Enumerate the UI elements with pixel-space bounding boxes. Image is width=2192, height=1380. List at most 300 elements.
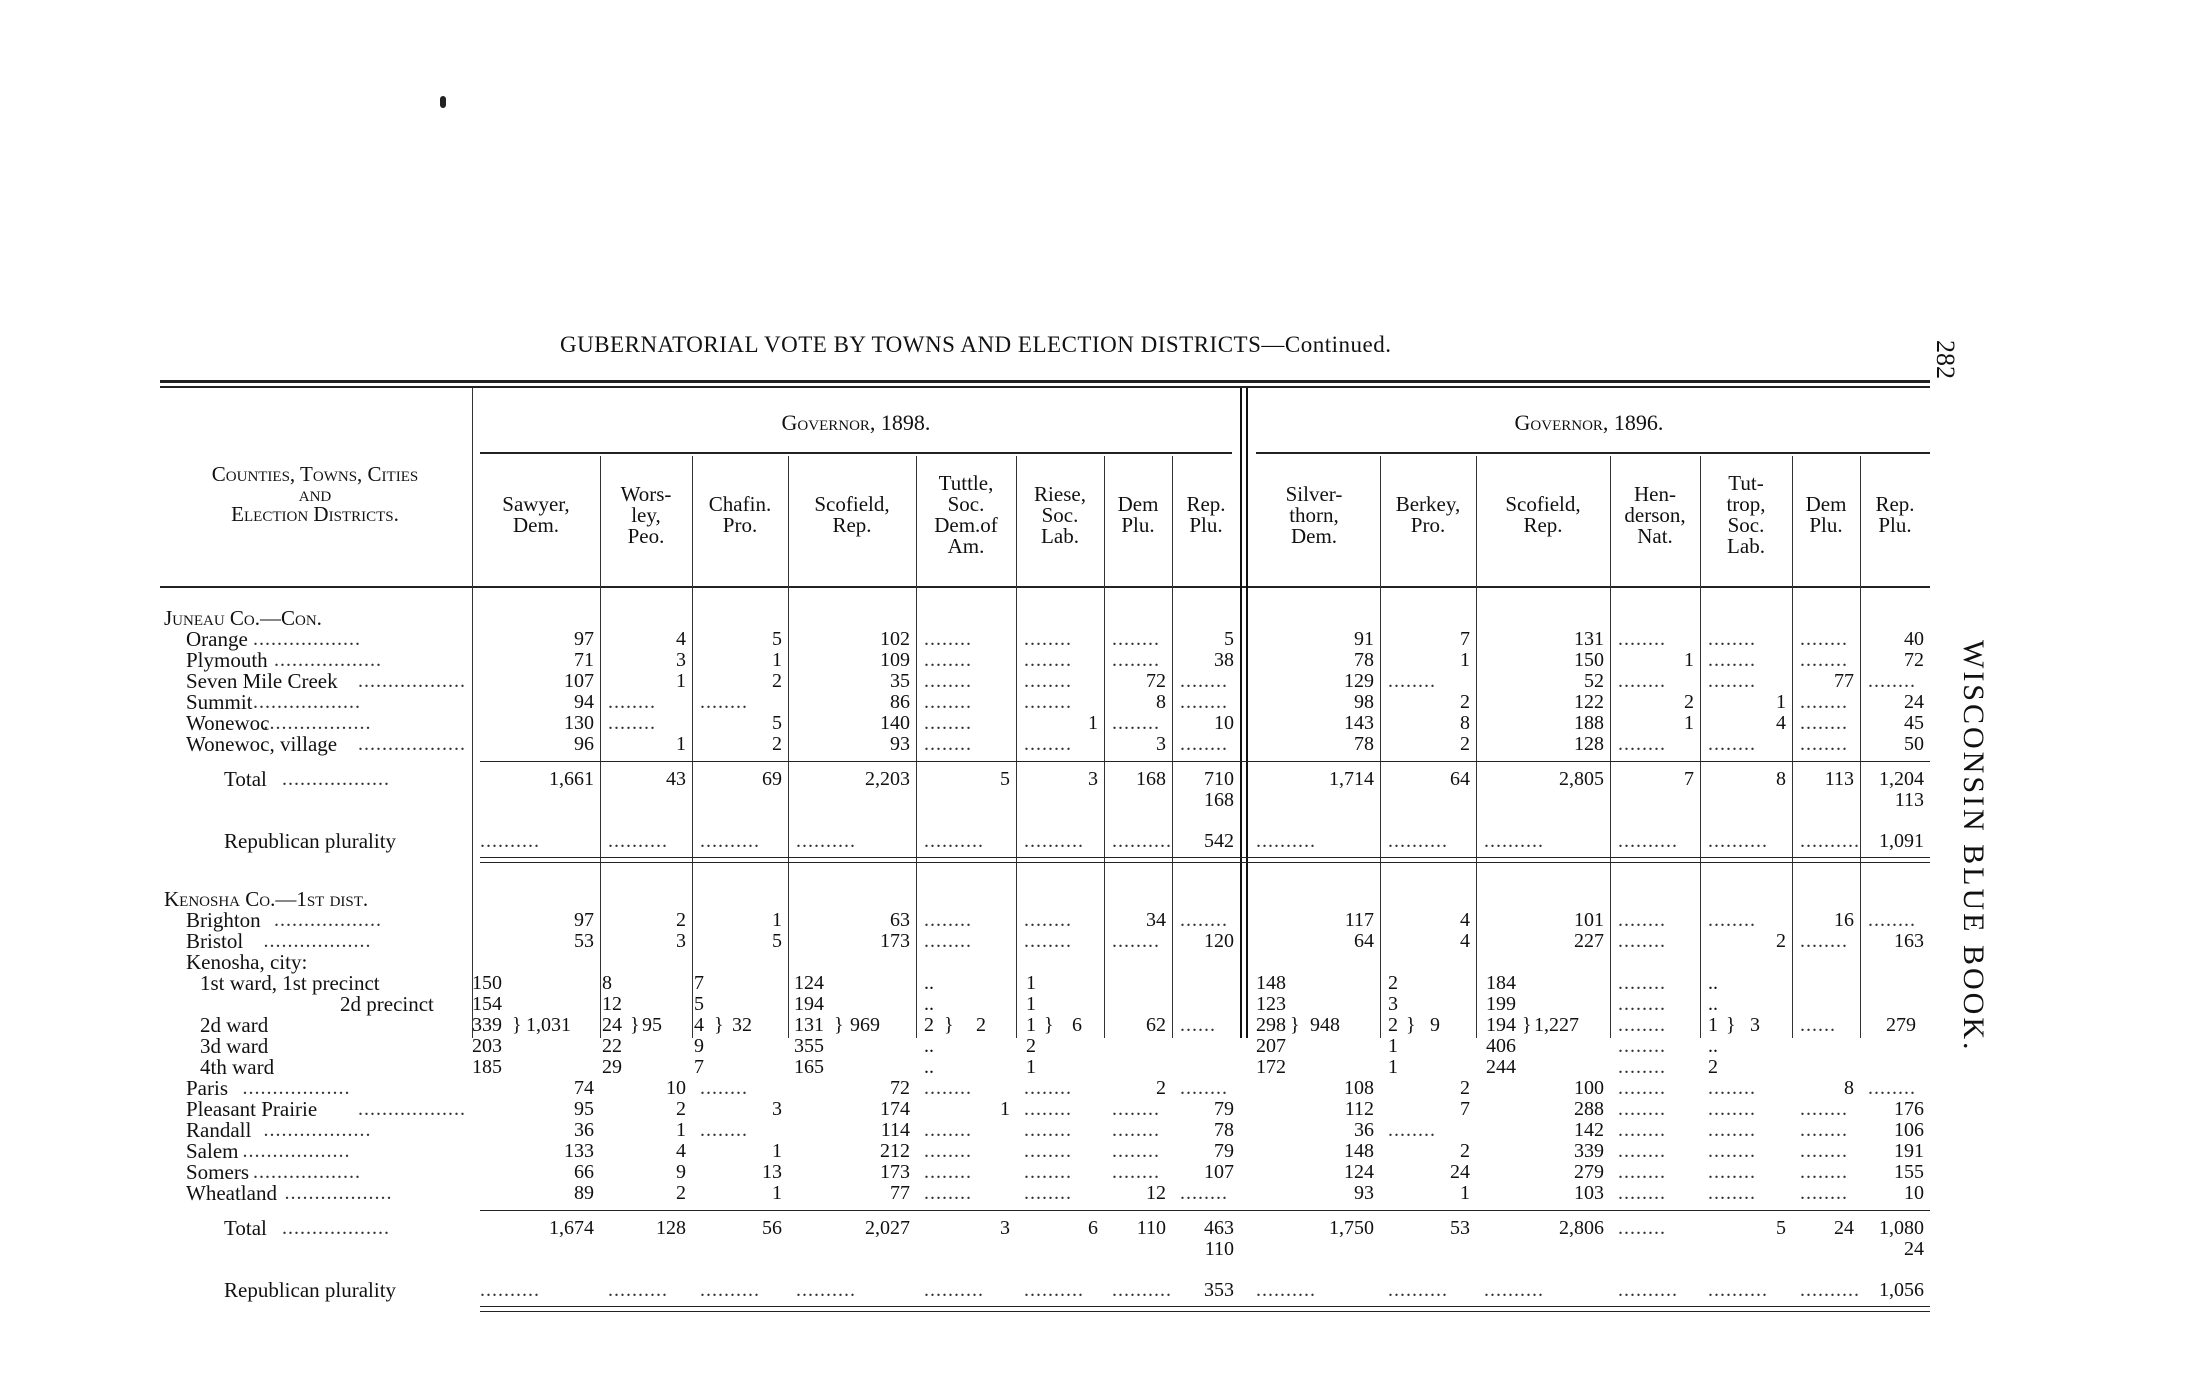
column-header: Plu. <box>1189 513 1223 537</box>
total-cell: 1,674 <box>549 1217 594 1239</box>
row-label: Kenosha, city: <box>186 950 308 974</box>
empty-cell-leaders: ........ <box>924 691 972 713</box>
empty-cell-leaders: ........ <box>1024 909 1072 931</box>
plurality-cell: 353 <box>1204 1279 1234 1301</box>
brace: } <box>1726 1014 1736 1036</box>
total-cell: 56 <box>762 1217 782 1239</box>
empty-cell-leaders: ........ <box>1388 670 1436 692</box>
total-subtract: 24 <box>1904 1238 1924 1260</box>
empty-cell-leaders: ........ <box>608 712 656 734</box>
data-cell: 2 <box>676 909 686 931</box>
total-rule <box>480 761 1930 762</box>
data-cell: 72 <box>1146 670 1166 692</box>
empty-cell-leaders: ........ <box>1618 733 1666 755</box>
data-cell: 52 <box>1584 670 1604 692</box>
data-cell: 2 <box>1460 691 1470 713</box>
city-cell: 7 <box>694 972 704 994</box>
city-cell: 8 <box>602 972 612 994</box>
ink-speck <box>440 96 446 108</box>
row-label: Summit <box>186 690 253 714</box>
column-header: Soc. <box>1727 513 1765 537</box>
empty-cell-leaders: ........ <box>1024 628 1072 650</box>
data-cell: 2 <box>1776 930 1786 952</box>
empty-cell-leaders: ........ <box>1618 972 1666 994</box>
double-rule-b <box>480 1311 1930 1312</box>
column-header: Dem. <box>512 513 560 537</box>
data-cell: 1 <box>1000 1098 1010 1120</box>
total-cell: 2,027 <box>865 1217 910 1239</box>
empty-cell-leaders: ........ <box>1708 670 1756 692</box>
column-divider <box>1016 456 1017 1038</box>
row-label: Seven Mile Creek <box>186 669 338 693</box>
label-leaders: .................. <box>242 1077 351 1099</box>
city-cell: 24 <box>602 1014 622 1036</box>
column-header: Soc. <box>1041 502 1079 527</box>
column-header: Hen- <box>1634 481 1676 506</box>
label-leaders: .................. <box>274 909 382 931</box>
empty-cell-leaders: ........ <box>1024 930 1072 952</box>
data-cell: 40 <box>1904 628 1924 650</box>
data-cell: 78 <box>1214 1119 1234 1141</box>
city-cell: 124 <box>794 972 824 994</box>
empty-cell-leaders: .......... <box>1800 1279 1860 1301</box>
brace: } <box>512 1014 522 1036</box>
data-cell: 227 <box>1574 930 1604 952</box>
data-cell: 91 <box>1354 628 1374 650</box>
data-cell: 4 <box>1460 930 1470 952</box>
total-cell: 24 <box>1834 1217 1854 1239</box>
data-cell: 5 <box>772 628 782 650</box>
data-cell: 34 <box>1146 909 1166 931</box>
page-number: 282 <box>1931 340 1960 379</box>
column-header: Berkey, <box>1395 492 1461 516</box>
row-label: Wheatland <box>186 1181 277 1205</box>
data-cell: 140 <box>880 712 910 734</box>
data-cell: 50 <box>1904 733 1924 755</box>
city-cell: 165 <box>794 1056 824 1078</box>
empty-cell-leaders: .......... <box>1618 1279 1678 1301</box>
data-cell: 96 <box>574 733 594 755</box>
label-leaders: .................. <box>253 1161 361 1183</box>
empty-cell-leaders: ........ <box>924 1119 972 1141</box>
data-cell: 1 <box>1776 691 1786 713</box>
empty-cell-leaders: ........ <box>1618 1217 1666 1239</box>
total-rule <box>480 1210 1930 1211</box>
empty-cell-leaders: .......... <box>1256 1279 1316 1301</box>
data-cell: 103 <box>1574 1182 1604 1204</box>
total-subtract: 110 <box>1204 1238 1234 1260</box>
data-cell: 142 <box>1574 1119 1604 1141</box>
empty-cell-leaders: ........ <box>924 1161 972 1183</box>
empty-cell-leaders: .......... <box>1024 1279 1084 1301</box>
top-rule-2 <box>160 386 1930 388</box>
total-cell: 113 <box>1824 768 1854 790</box>
column-header: Plu. <box>1121 513 1155 537</box>
data-cell: 77 <box>890 1182 910 1204</box>
city-cell: 207 <box>1256 1035 1286 1057</box>
label-leaders: .................. <box>358 670 466 692</box>
data-cell: 176 <box>1894 1098 1924 1120</box>
empty-cell-leaders: ........ <box>1708 733 1756 755</box>
data-cell: 3 <box>676 930 686 952</box>
empty-cell-leaders: ........ <box>1868 909 1916 931</box>
city-cell: 3 <box>1388 993 1398 1015</box>
data-cell: 191 <box>1894 1140 1924 1162</box>
group-rule-1898 <box>480 452 1232 454</box>
empty-cell-leaders: ........ <box>1618 670 1666 692</box>
empty-cell-leaders: .......... <box>796 830 856 852</box>
column-header: Rep. <box>1523 513 1563 537</box>
plurality-cell: 1,056 <box>1879 1279 1924 1301</box>
city-cell: 150 <box>472 972 502 994</box>
city-cell: .. <box>1708 993 1718 1015</box>
empty-cell-leaders: ........ <box>1708 909 1756 931</box>
empty-cell-leaders: .......... <box>1800 830 1860 852</box>
data-cell: 1 <box>772 1140 782 1162</box>
data-cell: 120 <box>1204 930 1234 952</box>
column-header: Dem.of <box>934 513 998 537</box>
total-cell: 463 <box>1204 1217 1234 1239</box>
empty-cell-leaders: ........ <box>924 930 972 952</box>
city-cell: 194 <box>1486 1014 1516 1036</box>
empty-cell-leaders: .......... <box>1388 1279 1448 1301</box>
empty-cell-leaders: .......... <box>1112 1279 1172 1301</box>
empty-cell-leaders: ........ <box>1800 1161 1848 1183</box>
label-leaders: .................. <box>282 768 390 790</box>
data-cell: 72 <box>1904 649 1924 671</box>
empty-cell-leaders: ........ <box>1618 1077 1666 1099</box>
data-cell: 12 <box>1146 1182 1166 1204</box>
city-cell: 184 <box>1486 972 1516 994</box>
empty-cell-leaders: ........ <box>1024 1140 1072 1162</box>
data-cell: 339 <box>1574 1140 1604 1162</box>
data-cell: 36 <box>574 1119 594 1141</box>
data-cell: 3 <box>772 1098 782 1120</box>
total-subtract: 168 <box>1204 789 1234 811</box>
label-leaders: .................. <box>358 733 466 755</box>
empty-cell-leaders: ........ <box>1708 1098 1756 1120</box>
total-cell: 2,203 <box>865 768 910 790</box>
data-cell: 114 <box>880 1119 910 1141</box>
total-cell: 710 <box>1204 768 1234 790</box>
column-header: Chafin. <box>708 492 772 516</box>
data-cell: 163 <box>1894 930 1924 952</box>
brace: } <box>1522 1014 1532 1036</box>
data-cell: 1 <box>1684 649 1694 671</box>
row-label: Orange <box>186 627 248 651</box>
empty-cell-leaders: ........ <box>1024 1161 1072 1183</box>
data-cell: 101 <box>1574 909 1604 931</box>
city-cell: 244 <box>1486 1056 1516 1078</box>
data-cell: 133 <box>564 1140 594 1162</box>
data-cell: 1 <box>676 670 686 692</box>
data-cell: 71 <box>574 649 594 671</box>
stub-header-line: Counties, Towns, Cities <box>211 462 419 486</box>
data-cell: 2 <box>772 670 782 692</box>
empty-cell-leaders: .......... <box>608 1279 668 1301</box>
empty-cell-leaders: ........ <box>1618 1035 1666 1057</box>
city-cell: 406 <box>1486 1035 1516 1057</box>
data-cell: 95 <box>574 1098 594 1120</box>
row-label: Juneau Co.—Con. <box>164 606 322 630</box>
label-leaders: .................. <box>263 930 372 952</box>
empty-cell-leaders: ........ <box>1800 930 1848 952</box>
data-cell: 1 <box>1460 1182 1470 1204</box>
row-label: Republican plurality <box>224 1278 397 1302</box>
city-cell: .. <box>924 1035 934 1057</box>
empty-cell-leaders: ........ <box>1618 1098 1666 1120</box>
empty-cell-leaders: ........ <box>1800 1140 1848 1162</box>
empty-cell-leaders: ........ <box>1800 1182 1848 1204</box>
empty-cell-leaders: ........ <box>1112 930 1160 952</box>
column-header: Lab. <box>1041 523 1079 548</box>
empty-cell-leaders: ........ <box>1618 1119 1666 1141</box>
empty-cell-leaders: ........ <box>1618 1014 1666 1036</box>
column-header: Tuttle, <box>938 471 994 495</box>
city-cell: 1 <box>1026 1014 1036 1036</box>
empty-cell-leaders: ........ <box>1800 733 1848 755</box>
brace: } <box>834 1014 844 1036</box>
empty-cell-leaders: ........ <box>700 691 748 713</box>
brace: } <box>714 1014 724 1036</box>
empty-cell-leaders: ........ <box>1708 1161 1756 1183</box>
data-cell: 4 <box>1460 909 1470 931</box>
data-cell: 8 <box>1156 691 1166 713</box>
data-cell: 3 <box>676 649 686 671</box>
data-cell: 2 <box>676 1098 686 1120</box>
column-header: Pro. <box>1410 513 1446 537</box>
column-divider <box>1610 456 1611 1038</box>
data-cell: 5 <box>772 930 782 952</box>
city-cell: .. <box>1708 1035 1718 1057</box>
empty-cell-leaders: ........ <box>924 712 972 734</box>
total-subtract: 113 <box>1894 789 1924 811</box>
city-cell: 7 <box>694 1056 704 1078</box>
empty-cell-leaders: .......... <box>1484 1279 1544 1301</box>
column-header: derson, <box>1624 502 1686 527</box>
empty-cell-leaders: ........ <box>608 691 656 713</box>
data-cell: 129 <box>1344 670 1374 692</box>
empty-cell-leaders: .......... <box>480 1279 540 1301</box>
column-header: Pro. <box>722 513 758 537</box>
data-cell: 1 <box>676 733 686 755</box>
data-cell: 74 <box>574 1077 594 1099</box>
column-header: Scofield, <box>1505 492 1581 516</box>
label-leaders: .................. <box>284 1182 393 1204</box>
city-cell: 1 <box>1388 1035 1398 1057</box>
city-cell: 194 <box>794 993 824 1015</box>
empty-cell-leaders: ........ <box>1618 1161 1666 1183</box>
empty-cell-leaders: ........ <box>1112 1098 1160 1120</box>
brace: } <box>1406 1014 1416 1036</box>
city-total: 948 <box>1310 1014 1340 1036</box>
empty-cell-leaders: ........ <box>924 649 972 671</box>
column-header: Dem. <box>1290 523 1338 548</box>
empty-cell-leaders: ........ <box>1112 1119 1160 1141</box>
empty-cell-leaders: ........ <box>1708 1182 1756 1204</box>
empty-cell-leaders: ........ <box>1618 1182 1666 1204</box>
city-cell: 1 <box>1026 972 1036 994</box>
label-leaders: .................. <box>263 1119 372 1141</box>
data-cell: 94 <box>574 691 594 713</box>
data-cell: 89 <box>574 1182 594 1204</box>
city-cell: 131 <box>794 1014 824 1036</box>
total-cell: 3 <box>1088 768 1098 790</box>
row-label: Randall <box>186 1118 252 1142</box>
city-cell: 2 <box>1026 1035 1036 1057</box>
empty-cell-leaders: .......... <box>1618 830 1678 852</box>
empty-cell-leaders: ........ <box>1800 691 1848 713</box>
empty-cell-leaders: ........ <box>1708 1140 1756 1162</box>
empty-cell-leaders: ........ <box>1708 1119 1756 1141</box>
label-leaders: .................. <box>253 691 361 713</box>
data-cell: 86 <box>890 691 910 713</box>
data-cell: 102 <box>880 628 910 650</box>
row-label: Total <box>224 767 267 791</box>
column-header: Plu. <box>1878 513 1912 537</box>
city-cell: .. <box>924 972 934 994</box>
total-cell: 64 <box>1450 768 1470 790</box>
column-header: trop, <box>1726 492 1766 516</box>
city-cell: 2 <box>924 1014 934 1036</box>
stub-header-line: and <box>298 482 332 506</box>
label-leaders: .................. <box>282 1217 390 1239</box>
data-cell: 107 <box>564 670 594 692</box>
data-cell: 173 <box>880 1161 910 1183</box>
city-cell: 339 <box>472 1014 502 1036</box>
column-header: Tut- <box>1728 471 1764 495</box>
empty-cell-leaders: ........ <box>924 733 972 755</box>
data-cell: 2 <box>772 733 782 755</box>
column-header: ley, <box>631 502 661 527</box>
data-cell: 212 <box>880 1140 910 1162</box>
column-header: Dem <box>1805 492 1847 516</box>
data-cell: 7 <box>1460 628 1470 650</box>
city-cell: .. <box>924 993 934 1015</box>
empty-cell-leaders: ........ <box>1180 733 1228 755</box>
total-cell: 5 <box>1776 1217 1786 1239</box>
empty-cell-leaders: ........ <box>1180 670 1228 692</box>
empty-cell-leaders: .......... <box>480 830 540 852</box>
data-cell: 16 <box>1834 909 1854 931</box>
empty-cell-leaders: .......... <box>1484 830 1544 852</box>
empty-cell-leaders: ........ <box>1112 1161 1160 1183</box>
empty-cell-leaders: .......... <box>924 1279 984 1301</box>
label-leaders: .................. <box>242 1140 351 1162</box>
empty-cell-leaders: ........ <box>1868 1077 1916 1099</box>
data-cell: 173 <box>880 930 910 952</box>
row-label: Plymouth <box>186 648 268 672</box>
data-cell: 188 <box>1574 712 1604 734</box>
city-cell: 2 <box>1388 972 1398 994</box>
empty-cell-leaders: .......... <box>1024 830 1084 852</box>
empty-cell-leaders: ........ <box>924 670 972 692</box>
total-cell: 3 <box>1000 1217 1010 1239</box>
empty-cell-leaders: ........ <box>1024 1098 1072 1120</box>
data-cell: 10 <box>1904 1182 1924 1204</box>
data-cell: 66 <box>574 1161 594 1183</box>
column-divider <box>916 456 917 1038</box>
city-cell: 154 <box>472 993 502 1015</box>
row-label: Salem <box>186 1139 239 1163</box>
label-leaders: .................. <box>263 712 372 734</box>
empty-cell-leaders: ...... <box>1180 1014 1216 1036</box>
empty-cell-leaders: ........ <box>1800 649 1848 671</box>
empty-cell-leaders: ........ <box>1708 649 1756 671</box>
data-cell: 5 <box>772 712 782 734</box>
data-cell: 130 <box>564 712 594 734</box>
data-cell: 128 <box>1574 733 1604 755</box>
empty-cell-leaders: ........ <box>1112 712 1160 734</box>
empty-cell-leaders: ........ <box>1618 1056 1666 1078</box>
empty-cell-leaders: .......... <box>700 1279 760 1301</box>
column-divider <box>1240 388 1242 1038</box>
empty-cell-leaders: ........ <box>1708 1077 1756 1099</box>
row-label: Total <box>224 1216 267 1240</box>
data-cell: 45 <box>1904 712 1924 734</box>
total-cell: 1,714 <box>1329 768 1374 790</box>
group-header-1896: Governor, 1896. <box>1514 410 1664 435</box>
data-cell: 38 <box>1214 649 1234 671</box>
data-cell: 8 <box>1460 712 1470 734</box>
data-cell: 78 <box>1354 649 1374 671</box>
data-cell: 79 <box>1214 1098 1234 1120</box>
city-cell: 1 <box>1026 1056 1036 1078</box>
plurality-cell: 1,091 <box>1879 830 1924 852</box>
total-cell: 2,805 <box>1559 768 1604 790</box>
data-cell: 53 <box>574 930 594 952</box>
city-total: 279 <box>1886 1014 1916 1036</box>
city-cell: 22 <box>602 1035 622 1057</box>
data-cell: 100 <box>1574 1077 1604 1099</box>
total-cell: 1,661 <box>549 768 594 790</box>
data-cell: 1 <box>772 649 782 671</box>
data-cell: 108 <box>1344 1077 1374 1099</box>
brace: } <box>944 1014 954 1036</box>
data-cell: 36 <box>1354 1119 1374 1141</box>
column-divider <box>1792 456 1793 1038</box>
city-cell: 355 <box>794 1035 824 1057</box>
data-cell: 9 <box>676 1161 686 1183</box>
data-cell: 106 <box>1894 1119 1924 1141</box>
data-cell: 2 <box>1684 691 1694 713</box>
data-cell: 109 <box>880 649 910 671</box>
empty-cell-leaders: ........ <box>1388 1119 1436 1141</box>
column-header: Rep. <box>1186 492 1226 516</box>
city-cell: .. <box>924 1056 934 1078</box>
total-cell: 69 <box>762 768 782 790</box>
city-cell: 203 <box>472 1035 502 1057</box>
city-total: 969 <box>850 1014 880 1036</box>
data-cell: 77 <box>1834 670 1854 692</box>
city-total: 32 <box>732 1014 752 1036</box>
city-cell: 1 <box>1026 993 1036 1015</box>
empty-cell-leaders: ........ <box>924 1077 972 1099</box>
column-header: Soc. <box>947 492 985 516</box>
empty-cell-leaders: ........ <box>924 1182 972 1204</box>
data-cell: 93 <box>1354 1182 1374 1204</box>
total-cell: 168 <box>1136 768 1166 790</box>
data-cell: 78 <box>1354 733 1374 755</box>
empty-cell-leaders: ........ <box>700 1077 748 1099</box>
total-cell: 110 <box>1136 1217 1166 1239</box>
row-label: Somers <box>186 1160 249 1184</box>
column-header: Sawyer, <box>502 492 570 516</box>
empty-cell-leaders: .......... <box>796 1279 856 1301</box>
double-rule-a <box>480 857 1930 858</box>
empty-cell-leaders: ........ <box>1180 909 1228 931</box>
empty-cell-leaders: ........ <box>924 909 972 931</box>
